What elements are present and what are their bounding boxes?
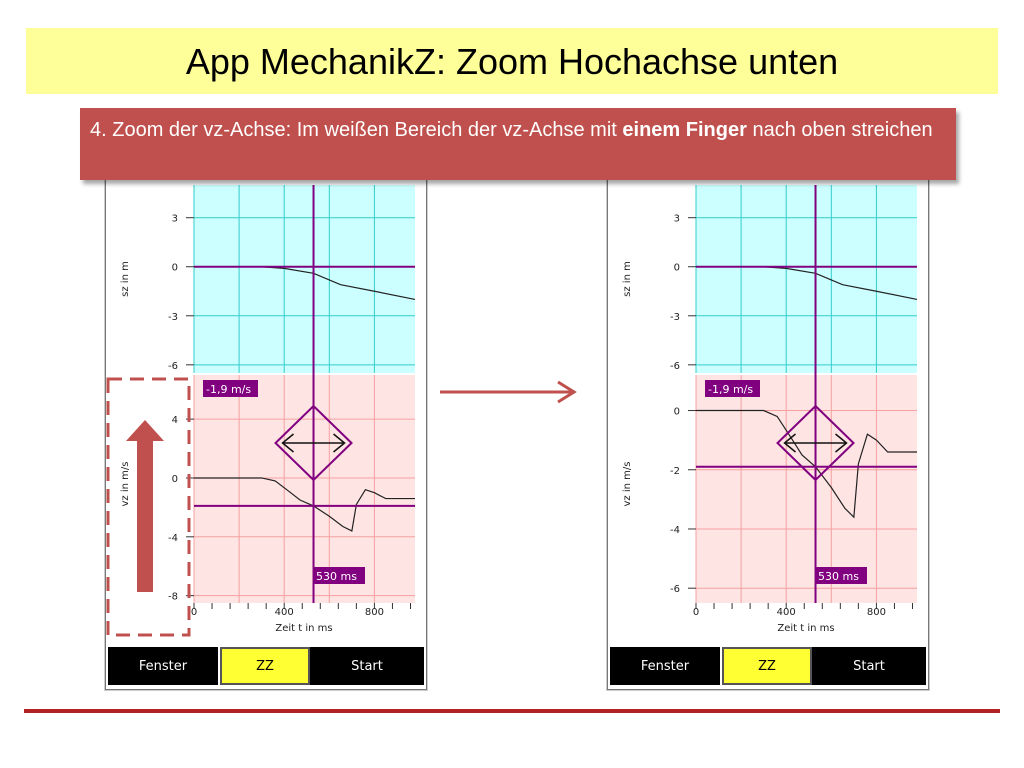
x-tick-label: 800 [364,607,384,618]
x-tick-label: 0 [190,607,198,618]
graph-area [106,179,426,689]
fenster-button[interactable]: Fenster [610,647,722,685]
sz-tick-label: 3 [171,213,178,225]
sz-tick-label: 0 [171,262,178,274]
vz-plot-area[interactable] [194,375,415,603]
vz-tick-label: -8 [168,591,178,603]
sz-axis-label: sz in m [622,261,633,297]
slide-title-bar [26,28,998,94]
sz-axis-label: sz in m [120,261,131,297]
start-button[interactable]: Start [310,647,424,685]
vz-tick-label: -6 [670,584,680,596]
fenster-button[interactable]: Fenster [108,647,220,685]
cursor-time-label: 530 ms [818,570,859,583]
x-axis-label: Zeit t in ms [777,623,835,634]
x-tick-label: 400 [776,607,796,618]
instruction-callout [80,108,956,180]
sz-tick-label: -3 [670,311,680,323]
transition-arrow-icon [440,382,574,402]
slide-title: App MechanikZ: Zoom Hochachse unten [185,41,839,82]
instruction-text-end: nach oben streichen [746,119,933,141]
graph-area [608,179,928,689]
phone-screen-after [607,178,929,690]
bottom-toolbar [108,647,424,685]
sz-tick-label: 3 [673,213,680,225]
vz-tick-label: 4 [171,415,178,427]
x-axis-label: Zeit t in ms [275,623,333,634]
zz-button[interactable]: ZZ [722,647,812,685]
footer-rule [24,709,1000,713]
x-tick-label: 0 [692,607,700,618]
start-button[interactable]: Start [812,647,926,685]
instruction-emphasis: einem Finger [622,119,747,141]
cursor-value-label: -1,9 m/s [206,383,252,396]
cursor-time-label: 530 ms [316,570,357,583]
sz-plot-area[interactable] [696,185,917,373]
vz-tick-label: -4 [168,532,178,544]
vz-tick-label: 0 [171,473,178,485]
sz-tick-label: -6 [670,360,680,372]
vz-tick-label: -4 [670,524,680,536]
sz-plot-area[interactable] [194,185,415,373]
cursor-value-label: -1,9 m/s [708,383,754,396]
sz-tick-label: 0 [673,262,680,274]
instruction-text: 4. Zoom der vz-Achse: Im weißen Bereich der vz-Achse mit [90,119,623,141]
sz-tick-label: -6 [168,360,178,372]
x-tick-label: 400 [274,607,294,618]
x-tick-label: 800 [866,607,886,618]
vz-tick-label: -2 [670,465,680,477]
vz-axis-label: vz in m/s [622,461,633,507]
sz-tick-label: -3 [168,311,178,323]
zz-button[interactable]: ZZ [220,647,310,685]
bottom-toolbar [610,647,926,685]
vz-axis-label: vz in m/s [120,461,131,507]
vz-plot-area[interactable] [696,375,917,603]
phone-screen-before [105,178,427,690]
vz-tick-label: 0 [673,406,680,418]
